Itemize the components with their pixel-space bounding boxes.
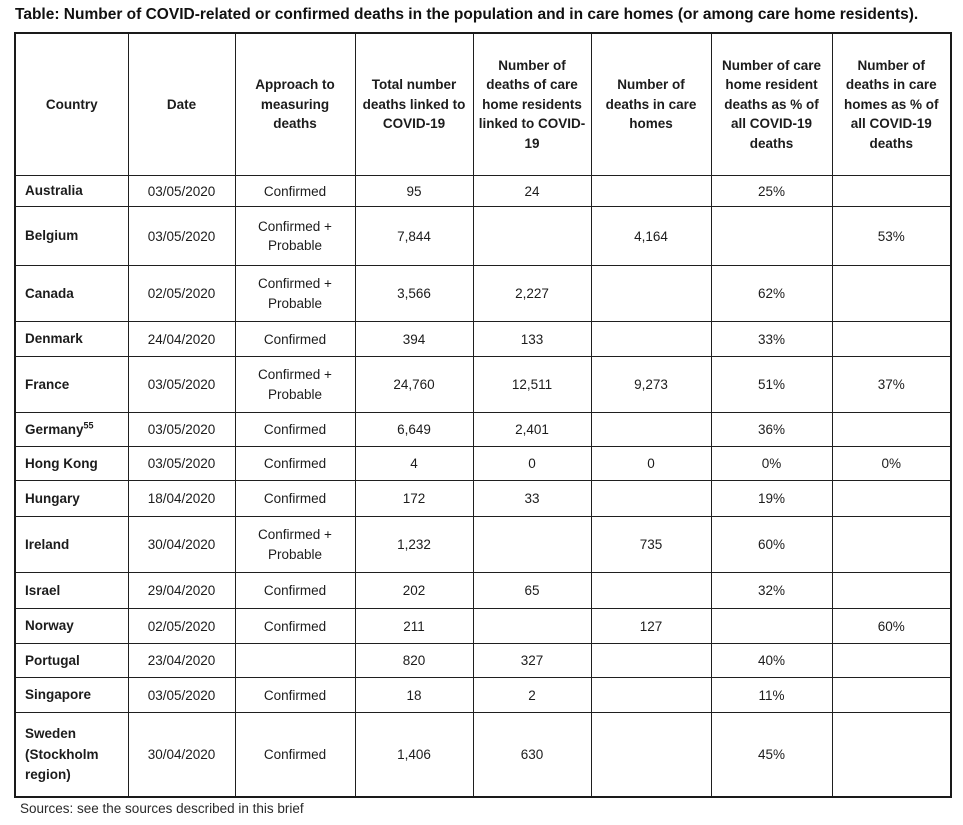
- cell-date: 02/05/2020: [128, 266, 235, 322]
- cell-total-deaths: 211: [355, 609, 473, 644]
- cell-approach: Confirmed: [235, 609, 355, 644]
- cell-date: 30/04/2020: [128, 713, 235, 797]
- cell-resident-pct: 40%: [711, 644, 832, 678]
- cell-resident-deaths: 12,511: [473, 357, 591, 413]
- cell-care-home-pct: [832, 573, 951, 609]
- cell-approach: Confirmed + Probable: [235, 266, 355, 322]
- cell-total-deaths: 394: [355, 322, 473, 357]
- cell-approach: Confirmed: [235, 713, 355, 797]
- cell-care-home-deaths: [591, 573, 711, 609]
- cell-date: 18/04/2020: [128, 481, 235, 517]
- table-row: [15, 357, 951, 413]
- cell-care-home-pct: [832, 517, 951, 573]
- cell-date: 03/05/2020: [128, 176, 235, 207]
- cell-resident-deaths: 133: [473, 322, 591, 357]
- cell-country: Denmark: [15, 322, 128, 357]
- header-resident-deaths: Number of deaths of care home residents linked to COVID-19: [473, 33, 591, 176]
- cell-resident-pct: 19%: [711, 481, 832, 517]
- cell-date: 03/05/2020: [128, 413, 235, 447]
- cell-care-home-pct: 53%: [832, 207, 951, 266]
- cell-date: 29/04/2020: [128, 573, 235, 609]
- source-note: Sources: see the sources described in this brief: [20, 800, 304, 816]
- cell-resident-deaths: 65: [473, 573, 591, 609]
- cell-country: France: [15, 357, 128, 413]
- cell-care-home-deaths: 4,164: [591, 207, 711, 266]
- cell-country: Portugal: [15, 644, 128, 678]
- table-row: [15, 413, 951, 447]
- table-row: [15, 176, 951, 207]
- cell-date: 03/05/2020: [128, 678, 235, 713]
- cell-date: 03/05/2020: [128, 207, 235, 266]
- cell-care-home-deaths: [591, 678, 711, 713]
- cell-total-deaths: 820: [355, 644, 473, 678]
- table-row: [15, 322, 951, 357]
- header-row: [15, 33, 951, 176]
- cell-resident-pct: 45%: [711, 713, 832, 797]
- footnote-marker: 55: [83, 420, 94, 431]
- cell-total-deaths: 172: [355, 481, 473, 517]
- cell-resident-pct: 51%: [711, 357, 832, 413]
- cell-care-home-deaths: [591, 481, 711, 517]
- cell-resident-deaths: 327: [473, 644, 591, 678]
- header-date: Date: [128, 33, 235, 176]
- cell-country: Norway: [15, 609, 128, 644]
- cell-resident-pct: 25%: [711, 176, 832, 207]
- cell-date: 30/04/2020: [128, 517, 235, 573]
- table-row: [15, 573, 951, 609]
- cell-care-home-pct: [832, 481, 951, 517]
- cell-care-home-pct: [832, 678, 951, 713]
- cell-country: Canada: [15, 266, 128, 322]
- cell-care-home-pct: [832, 176, 951, 207]
- cell-total-deaths: 202: [355, 573, 473, 609]
- cell-care-home-pct: 60%: [832, 609, 951, 644]
- cell-resident-pct: 33%: [711, 322, 832, 357]
- cell-approach: Confirmed + Probable: [235, 517, 355, 573]
- cell-approach: Confirmed: [235, 322, 355, 357]
- cell-total-deaths: 6,649: [355, 413, 473, 447]
- cell-country: Belgium: [15, 207, 128, 266]
- cell-resident-deaths: [473, 609, 591, 644]
- cell-date: 03/05/2020: [128, 357, 235, 413]
- cell-approach: Confirmed: [235, 413, 355, 447]
- cell-resident-pct: [711, 207, 832, 266]
- table-body: [15, 176, 951, 797]
- cell-country: Hungary: [15, 481, 128, 517]
- cell-total-deaths: 18: [355, 678, 473, 713]
- cell-resident-deaths: 24: [473, 176, 591, 207]
- cell-resident-deaths: 33: [473, 481, 591, 517]
- table-row: [15, 713, 951, 797]
- cell-approach: Confirmed: [235, 447, 355, 481]
- cell-care-home-pct: [832, 644, 951, 678]
- table-row: [15, 481, 951, 517]
- covid-deaths-table: [14, 32, 952, 798]
- cell-total-deaths: 1,232: [355, 517, 473, 573]
- table-row: [15, 207, 951, 266]
- cell-care-home-deaths: [591, 644, 711, 678]
- table-row: [15, 609, 951, 644]
- table-caption: Table: Number of COVID-related or confirmed deaths in the population and in care homes (or among care home residents).: [15, 6, 919, 23]
- cell-country: Germany$^{55}$: [15, 413, 128, 447]
- cell-care-home-pct: 0%: [832, 447, 951, 481]
- cell-care-home-pct: 37%: [832, 357, 951, 413]
- cell-resident-deaths: [473, 207, 591, 266]
- cell-resident-deaths: 2,401: [473, 413, 591, 447]
- cell-country: Australia: [15, 176, 128, 207]
- cell-approach: Confirmed + Probable: [235, 357, 355, 413]
- cell-resident-pct: [711, 609, 832, 644]
- cell-care-home-deaths: [591, 322, 711, 357]
- cell-care-home-deaths: 127: [591, 609, 711, 644]
- cell-resident-pct: 0%: [711, 447, 832, 481]
- table-header: [15, 33, 951, 176]
- table-row: [15, 678, 951, 713]
- cell-date: 24/04/2020: [128, 322, 235, 357]
- cell-resident-deaths: 2,227: [473, 266, 591, 322]
- cell-care-home-deaths: [591, 176, 711, 207]
- cell-care-home-pct: [832, 322, 951, 357]
- cell-resident-pct: 11%: [711, 678, 832, 713]
- cell-care-home-deaths: [591, 413, 711, 447]
- cell-approach: Confirmed + Probable: [235, 207, 355, 266]
- header-approach: Approach to measuring deaths: [235, 33, 355, 176]
- cell-total-deaths: 4: [355, 447, 473, 481]
- header-care-home-pct: Number of deaths in care homes as % of all COVID-19 deaths: [832, 33, 951, 176]
- cell-date: 02/05/2020: [128, 609, 235, 644]
- cell-care-home-pct: [832, 413, 951, 447]
- cell-care-home-deaths: [591, 266, 711, 322]
- cell-resident-pct: 32%: [711, 573, 832, 609]
- cell-country: Hong Kong: [15, 447, 128, 481]
- cell-approach: Confirmed: [235, 573, 355, 609]
- cell-care-home-deaths: 735: [591, 517, 711, 573]
- cell-total-deaths: 24,760: [355, 357, 473, 413]
- table-row: [15, 266, 951, 322]
- cell-total-deaths: 3,566: [355, 266, 473, 322]
- cell-country: Israel: [15, 573, 128, 609]
- cell-care-home-deaths: [591, 713, 711, 797]
- table-row: [15, 447, 951, 481]
- cell-date: 03/05/2020: [128, 447, 235, 481]
- cell-care-home-deaths: 9,273: [591, 357, 711, 413]
- cell-total-deaths: 1,406: [355, 713, 473, 797]
- header-total-deaths: Total number deaths linked to COVID-19: [355, 33, 473, 176]
- cell-resident-deaths: 0: [473, 447, 591, 481]
- header-care-home-deaths: Number of deaths in care homes: [591, 33, 711, 176]
- header-resident-pct: Number of care home resident deaths as % of all COVID-19 deaths: [711, 33, 832, 176]
- cell-care-home-pct: [832, 713, 951, 797]
- table-row: [15, 644, 951, 678]
- cell-approach: Confirmed: [235, 481, 355, 517]
- cell-total-deaths: 7,844: [355, 207, 473, 266]
- cell-total-deaths: 95: [355, 176, 473, 207]
- cell-care-home-pct: [832, 266, 951, 322]
- table-row: [15, 517, 951, 573]
- cell-resident-deaths: 2: [473, 678, 591, 713]
- cell-resident-pct: 36%: [711, 413, 832, 447]
- cell-country: Sweden (Stockholm region): [15, 713, 128, 797]
- cell-resident-deaths: [473, 517, 591, 573]
- cell-resident-deaths: 630: [473, 713, 591, 797]
- cell-resident-pct: 60%: [711, 517, 832, 573]
- cell-care-home-deaths: 0: [591, 447, 711, 481]
- cell-approach: [235, 644, 355, 678]
- header-country: Country: [15, 33, 128, 176]
- cell-date: 23/04/2020: [128, 644, 235, 678]
- cell-approach: Confirmed: [235, 176, 355, 207]
- cell-resident-pct: 62%: [711, 266, 832, 322]
- cell-country: Singapore: [15, 678, 128, 713]
- cell-country: Ireland: [15, 517, 128, 573]
- cell-approach: Confirmed: [235, 678, 355, 713]
